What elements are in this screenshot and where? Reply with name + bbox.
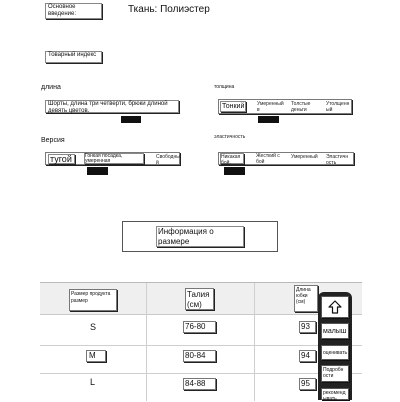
side-panel-item-rate[interactable]: оценивать	[321, 345, 349, 360]
basic-intro-label: Основное введение:	[45, 3, 102, 19]
side-panel-item-details[interactable]: Подробн ости	[321, 365, 349, 382]
row-divider	[40, 373, 362, 374]
elasticity-option-rigid[interactable]: Жесткий с бой	[256, 153, 280, 165]
row-divider	[40, 345, 362, 346]
table-row-size: M	[86, 350, 106, 362]
arrow-up-icon	[327, 299, 343, 315]
thickness-indicator	[258, 116, 279, 123]
header-size-cell: Размер продукта размер	[69, 289, 117, 311]
elasticity-title: эластичность	[214, 134, 246, 140]
elasticity-option-elastic[interactable]: Эластичн ость	[326, 154, 349, 166]
length-indicator	[121, 116, 141, 123]
version-indicator	[87, 167, 108, 175]
version-option-slim[interactable]: Гонкая посадка, умеренная	[84, 153, 144, 164]
version-title: Версия	[41, 137, 65, 144]
version-option-tight[interactable]: тугой	[48, 154, 75, 164]
thickness-option-moderate[interactable]: Умеренный в	[257, 101, 284, 113]
table-row-waist: 80-84	[183, 350, 216, 362]
product-index-label: Товарный индекс	[45, 51, 102, 63]
thickness-title: толщина	[214, 84, 235, 90]
table-row-length: 93	[299, 321, 316, 333]
table-row-length: 94	[299, 350, 316, 362]
scroll-to-top-button[interactable]	[321, 296, 349, 318]
table-row-size: L	[90, 377, 96, 387]
table-row-waist: 84-88	[183, 378, 216, 390]
thickness-option-thin[interactable]: Тонкий	[222, 103, 245, 110]
fabric-label: Ткань: Полиэстер	[128, 4, 210, 15]
header-waist-cell: Талия (см)	[185, 288, 214, 310]
elasticity-option-moderate[interactable]: Умеренный	[291, 154, 318, 160]
table-row-length: 95	[299, 378, 316, 390]
side-panel-item-baby[interactable]: малыш	[321, 323, 349, 339]
thickness-option-thick[interactable]: Толстые деньги	[291, 101, 311, 113]
length-title: длина	[41, 84, 61, 91]
column-divider	[254, 283, 255, 401]
table-row-size: S	[90, 322, 97, 332]
length-description: Шорты, длина три четверти, брюки длиной девять цветов.	[45, 100, 179, 113]
thickness-option-thickened[interactable]: Утолщенн ый	[326, 101, 350, 113]
header-skirt-length-cell: Длина юбки (см)	[294, 285, 318, 312]
elasticity-indicator	[224, 167, 245, 175]
column-divider	[146, 283, 147, 401]
size-info-label: Информация о размере	[156, 226, 244, 247]
version-option-loose[interactable]: Свободны й	[156, 154, 180, 166]
elasticity-option-none[interactable]: Никакая бой.	[220, 153, 244, 164]
side-panel-item-recommend[interactable]: рекоменд ывать	[321, 388, 349, 400]
table-row-waist: 76-80	[183, 321, 216, 333]
